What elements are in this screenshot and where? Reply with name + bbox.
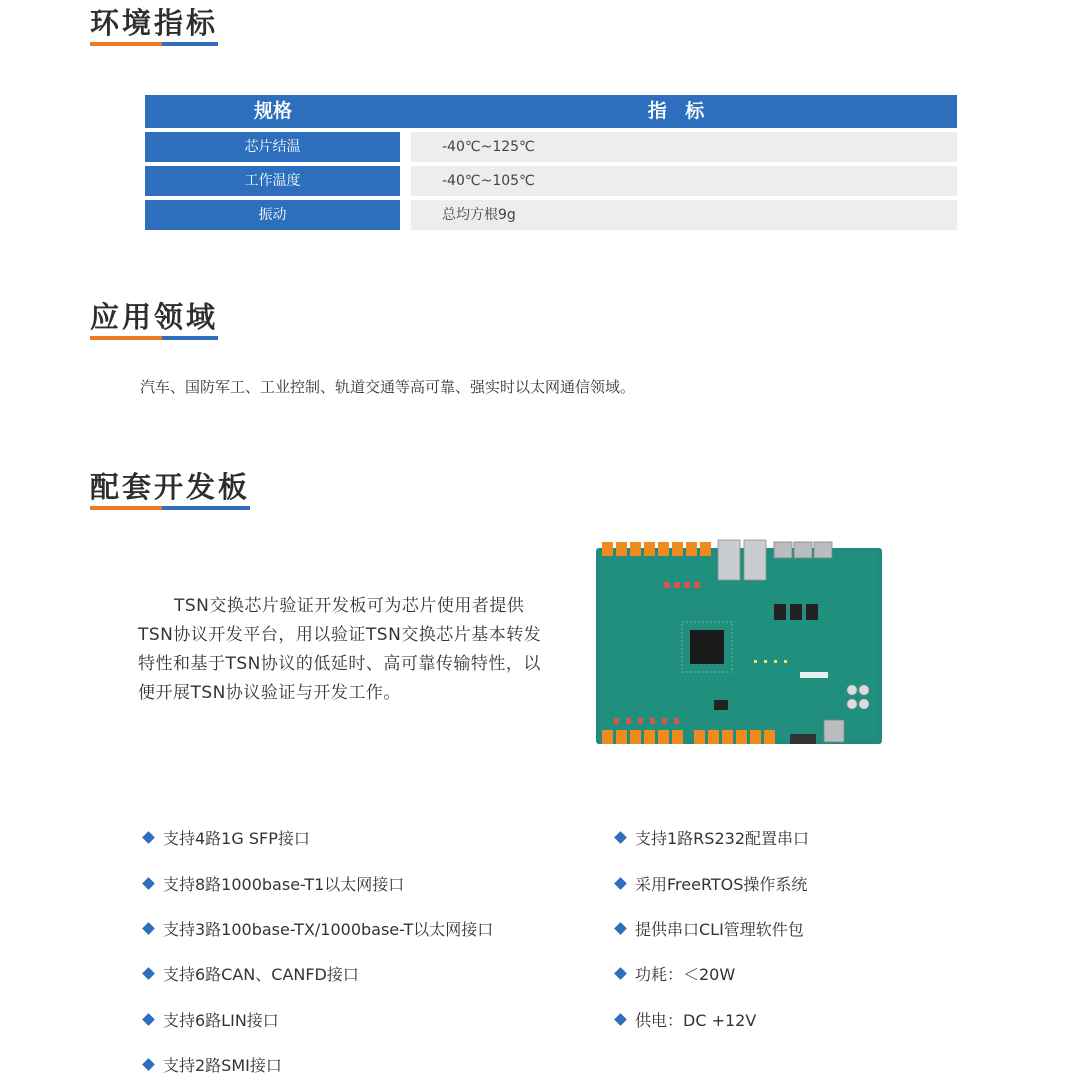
feature-text: 支持4路1G SFP接口 (163, 829, 310, 849)
feature-text: 支持2路SMI接口 (163, 1056, 282, 1076)
feature-item (612, 951, 809, 996)
underline-orange (90, 506, 162, 510)
diamond-bullet-icon (614, 922, 627, 935)
spec-label: 振动 (145, 200, 400, 230)
diamond-bullet-icon (142, 1058, 155, 1071)
dev-board-image (594, 538, 886, 750)
underline-orange (90, 336, 162, 340)
diamond-bullet-icon (142, 922, 155, 935)
feature-item (612, 997, 809, 1042)
section-title-env (90, 6, 218, 46)
feature-text: 支持6路CAN、CANFD接口 (163, 965, 359, 985)
section-title-board (90, 470, 250, 510)
section-title-app (90, 300, 218, 340)
diamond-bullet-icon (614, 967, 627, 980)
spec-row-junction-temp (145, 132, 957, 162)
spec-row-working-temp (145, 166, 957, 196)
spec-table (145, 95, 957, 230)
feature-text: 支持1路RS232配置串口 (635, 829, 809, 849)
feature-text: 支持3路100base-TX/1000base-T以太网接口 (163, 919, 494, 939)
spec-value: -40℃~125℃ (411, 132, 957, 162)
feature-item (140, 997, 493, 1042)
spec-row-vibration (145, 200, 957, 230)
feature-text: 支持6路LIN接口 (163, 1010, 279, 1030)
diamond-bullet-icon (614, 831, 627, 844)
diamond-bullet-icon (142, 967, 155, 980)
feature-text: 功耗：＜20W (635, 965, 736, 985)
feature-item (140, 860, 493, 905)
feature-item (140, 1042, 493, 1087)
spec-table-header (145, 95, 957, 128)
diamond-bullet-icon (142, 877, 155, 890)
board-description: TSN交换芯片验证开发板可为芯片使用者提供TSN协议开发平台，用以验证TSN交换芯片基本转发特性和基于TSN协议的低延时、高可靠传输特性，以便开展TSN协议验证与开发工作。 (138, 596, 542, 703)
spec-value: -40℃~105℃ (411, 166, 957, 196)
feature-item (612, 815, 809, 860)
underline-orange (90, 42, 162, 46)
section-title-board-text: 配套开发板 (90, 470, 251, 504)
diamond-bullet-icon (614, 877, 627, 890)
feature-text: 提供串口CLI管理软件包 (635, 919, 804, 939)
underline-blue (162, 336, 218, 340)
title-underline (90, 42, 218, 46)
underline-blue (162, 506, 250, 510)
feature-list-left (140, 815, 493, 1087)
title-underline (90, 506, 250, 510)
spec-header-index: 指 标 (647, 100, 711, 122)
feature-list-right (612, 815, 809, 1042)
feature-item (140, 906, 493, 951)
feature-item (612, 860, 809, 905)
spec-header-spec: 规格 (253, 100, 292, 122)
spec-value: 总均方根9g (411, 200, 957, 230)
feature-text: 采用FreeRTOS操作系统 (635, 874, 808, 894)
section-title-env-text: 环境指标 (90, 6, 219, 40)
feature-item (612, 906, 809, 951)
spec-label: 工作温度 (145, 166, 400, 196)
feature-text: 供电：DC +12V (635, 1010, 757, 1030)
section-title-app-text: 应用领域 (90, 300, 219, 334)
application-text: 汽车、国防军工、工业控制、轨道交通等高可靠、强实时以太网通信领域。 (140, 378, 636, 396)
title-underline (90, 336, 218, 340)
diamond-bullet-icon (142, 1013, 155, 1026)
diamond-bullet-icon (614, 1013, 627, 1026)
spec-label: 芯片结温 (145, 132, 400, 162)
feature-item (140, 815, 493, 860)
feature-item (140, 951, 493, 996)
underline-blue (162, 42, 218, 46)
diamond-bullet-icon (142, 831, 155, 844)
feature-text: 支持8路1000base-T1以太网接口 (163, 874, 405, 894)
